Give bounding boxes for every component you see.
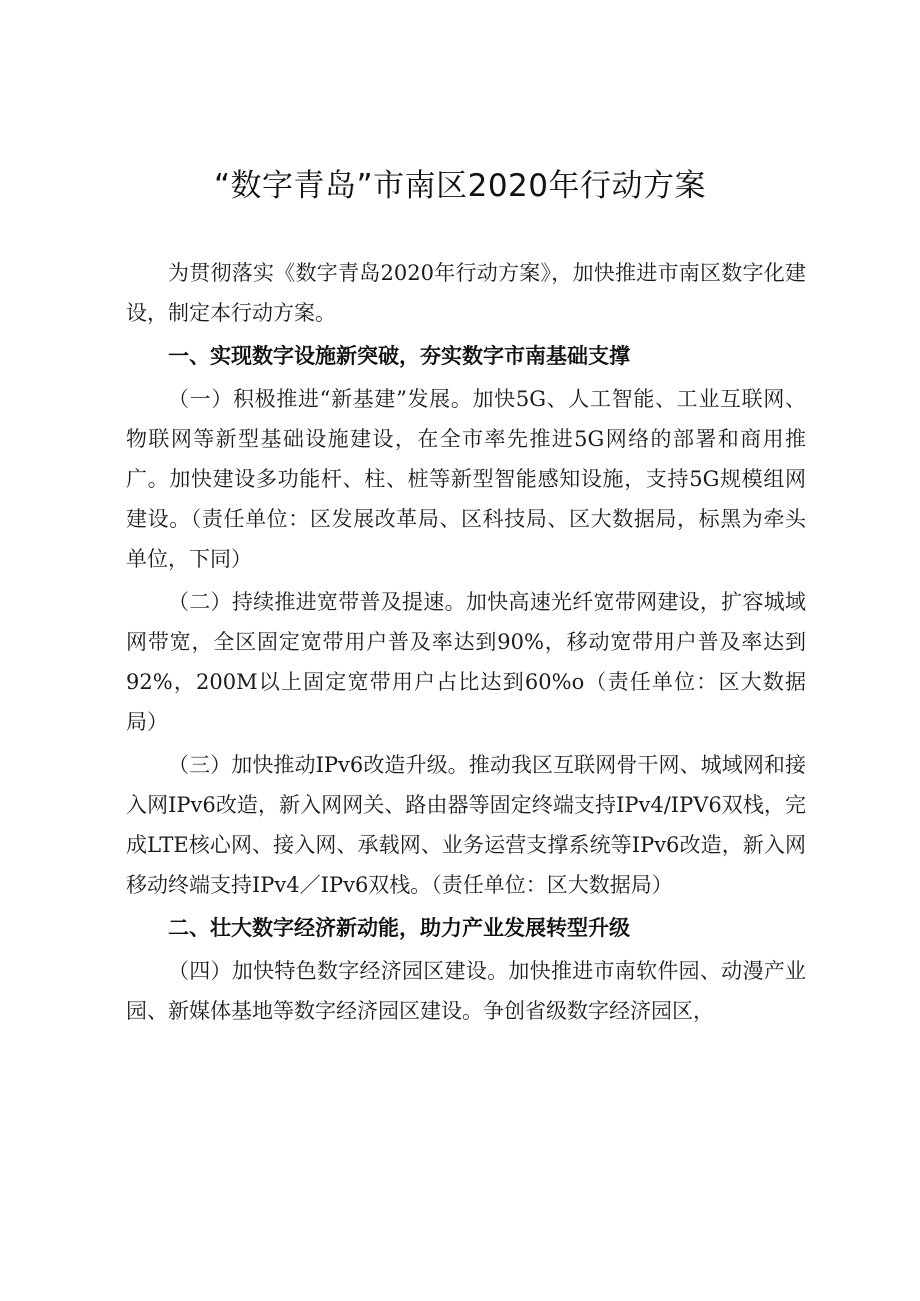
document-title: “数字青岛”市南区2020年行动方案: [213, 168, 706, 204]
section-heading-2: 二、壮大数字经济新动能，助力产业发展转型升级: [168, 916, 630, 940]
paragraph-item-3: （三）加快推动IPv6改造升级。推动我区互联网骨干网、城域网和接入网IPv6改造，新入网网关、路由器等固定终端支持IPv4/IPV6双栈，完成LTE核心网、接入网、承载网、业务运营支撑系统等IPv6改造，新入网移动终端支持IPv4／IPv6双栈。（责任单位：区大数据局）: [126, 753, 806, 897]
intro-paragraph: 为贯彻落实《数字青岛2020年行动方案》，加快推进市南区数字化建设，制定本行动方案。: [126, 261, 806, 325]
paragraph-item-2: （二）持续推进宽带普及提速。加快高速光纤宽带网建设，扩容城域网带宽，全区固定宽带用户普及率达到90%，移动宽带用户普及率达到92%，200M以上固定宽带用户占比达到60%o（责任单位：区大数据局）: [126, 590, 806, 734]
paragraph-item-1: （一）积极推进“新基建”发展。加快5G、人工智能、工业互联网、物联网等新型基础设施建设，在全市率先推进5G网络的部署和商用推广。加快建设多功能杆、柱、桩等新型智能感知设施，支持5G规模组网建设。（责任单位：区发展改革局、区科技局、区大数据局，标黑为牵头单位，下同）: [126, 387, 806, 571]
section-heading-1: 一、实现数字设施新突破，夯实数字市南基础支撑: [168, 344, 630, 368]
paragraph-item-4: （四）加快特色数字经济园区建设。加快推进市南软件园、动漫产业园、新媒体基地等数字经济园区建设。争创省级数字经济园区，: [126, 959, 806, 1023]
document-body: [126, 253, 806, 1034]
